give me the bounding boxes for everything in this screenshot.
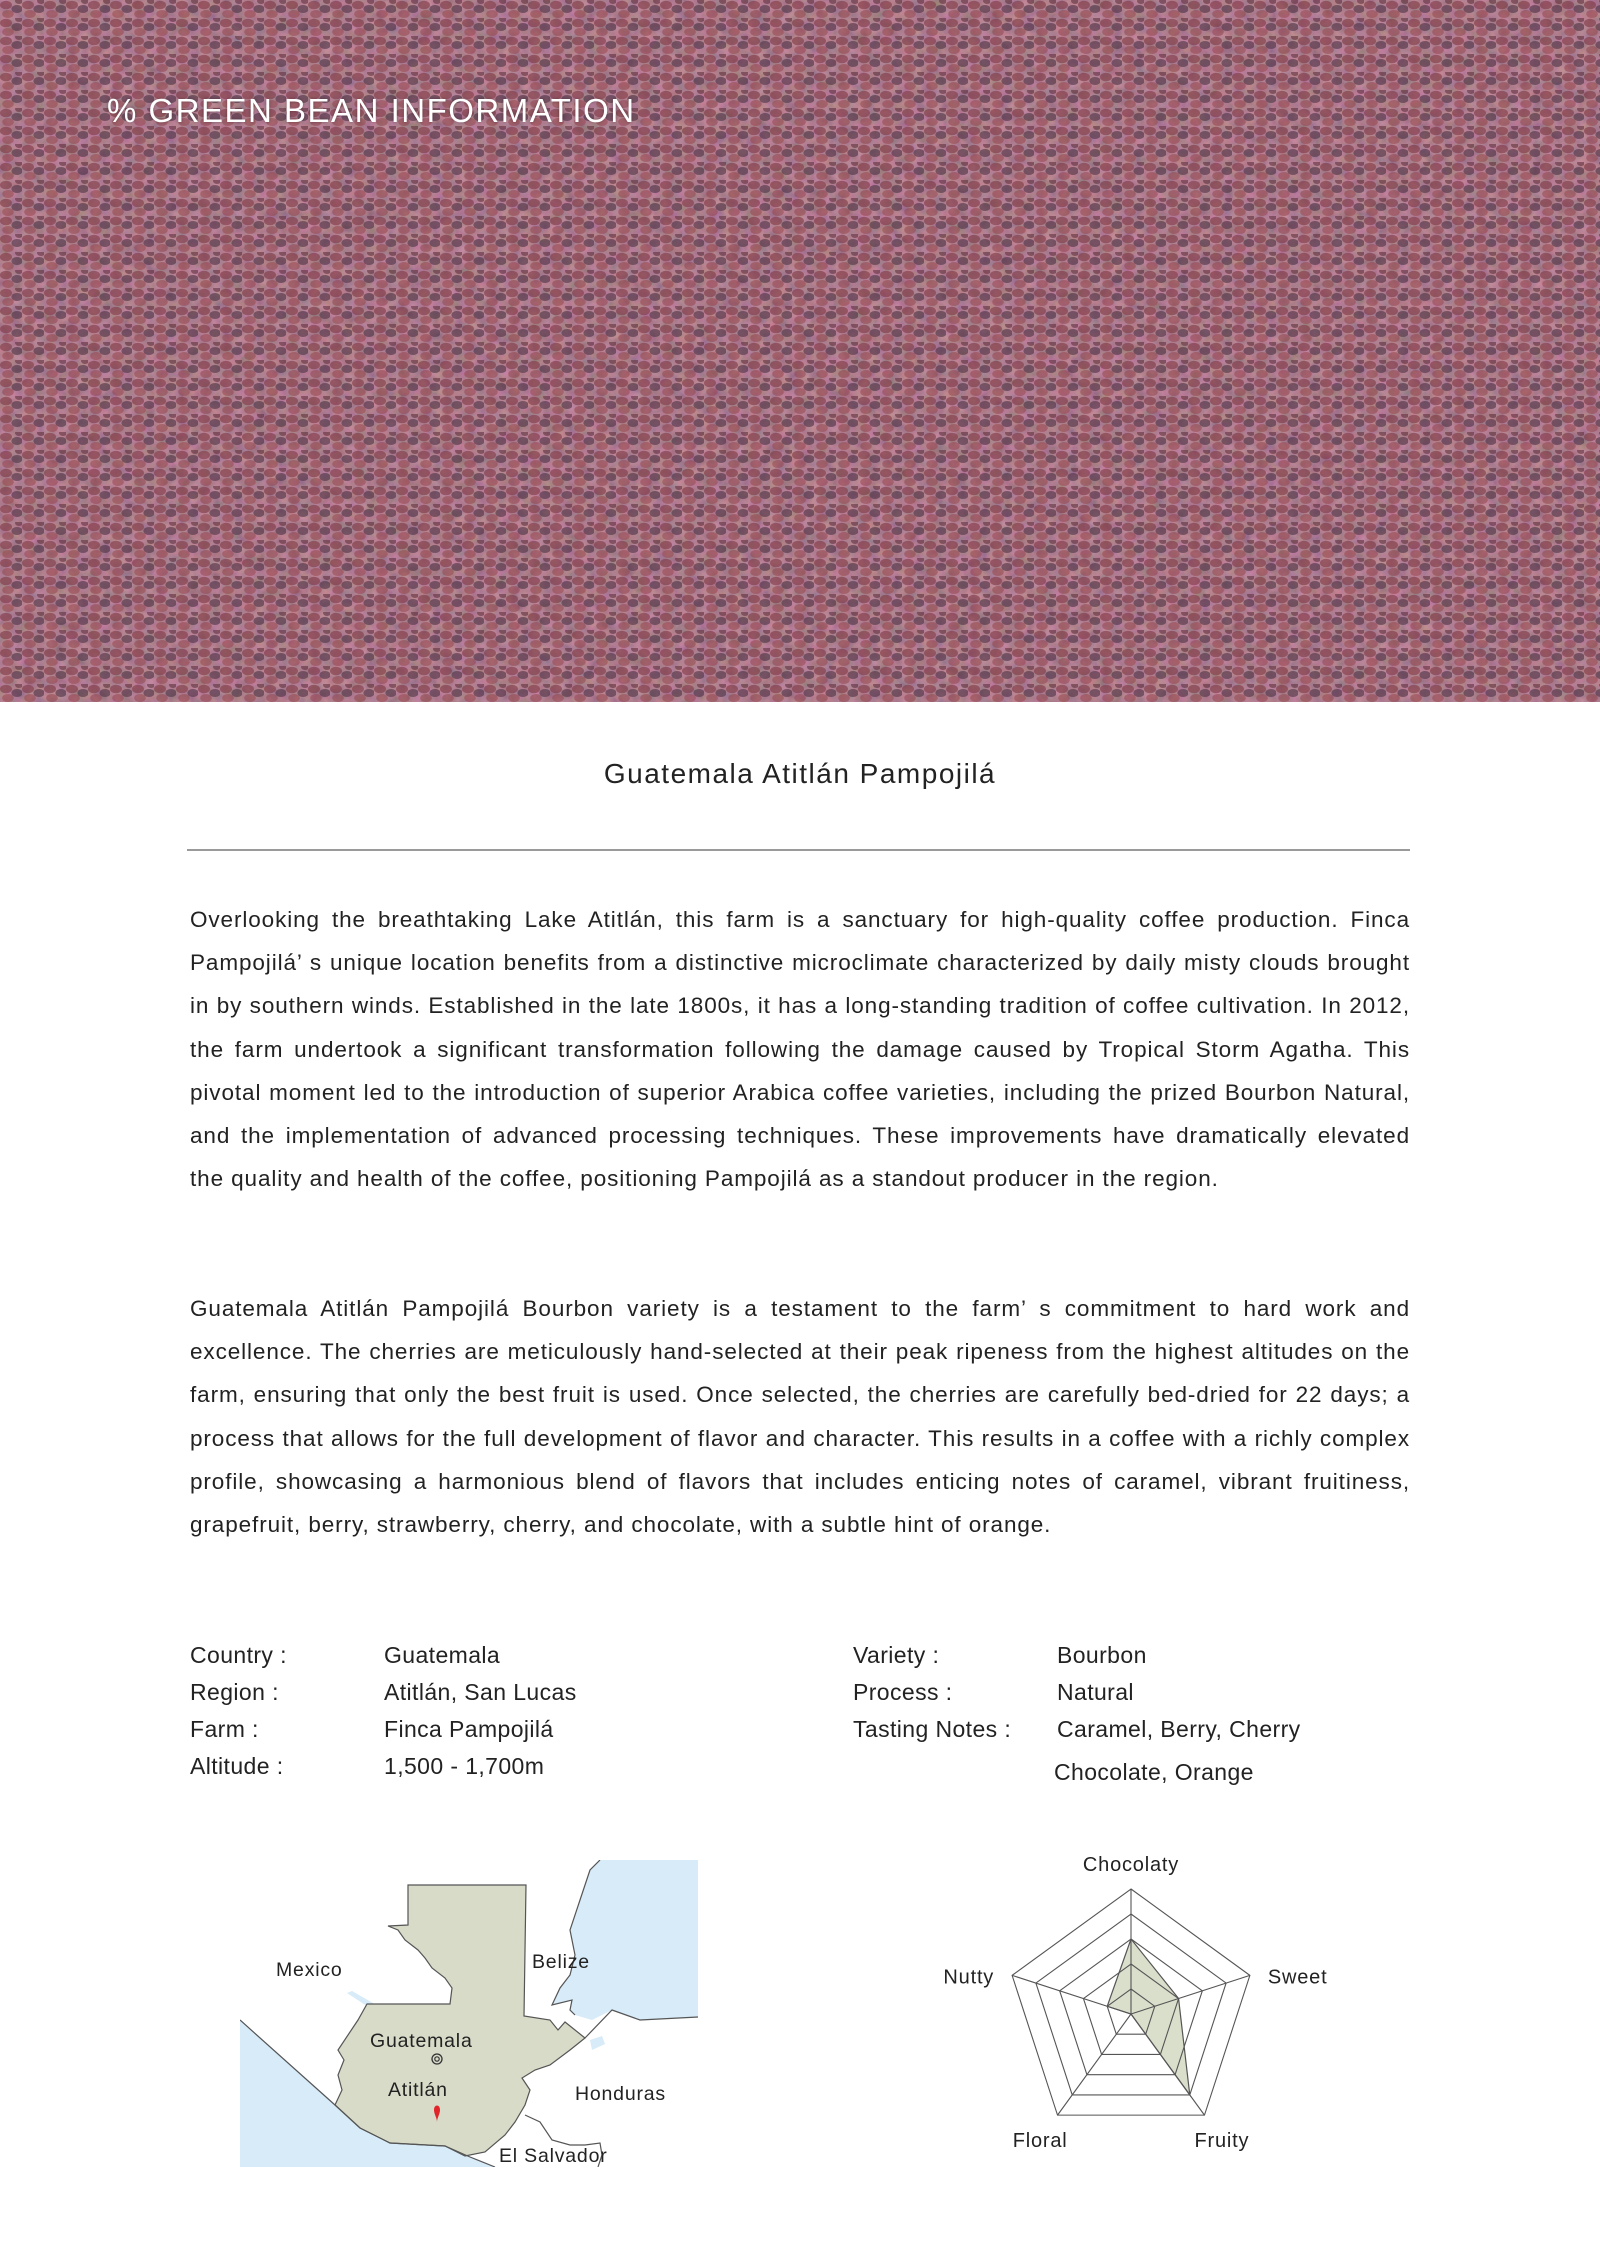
map-label-mexico: Mexico [276,1959,343,1981]
spec-label: Variety : [853,1642,940,1668]
map-label-honduras: Honduras [575,2083,666,2105]
spec-label: Country : [190,1642,287,1668]
map-label-belize: Belize [532,1951,590,1973]
title-divider [187,849,1410,851]
spec-value: Natural [1057,1679,1134,1705]
location-map [240,1860,698,2167]
map-label-atitlan: Atitlán [388,2079,448,2101]
description-paragraph: Guatemala Atitlán Pampojilá Bourbon variety is a testament to the farm’ s commitment to hard work and excellence. The cherries are meticulously hand-selected at their peak ripeness from the highest altitudes on the farm, ensuring that only the best fruit is used. Once selected, the cherries are carefully bed-dried for 22 days; a process that allows for the full development of flavor and character. This results in a coffee with a richly complex profile, showcasing a harmonious blend of flavors that includes enticing notes of caramel, vibrant fruitiness, grapefruit, berry, strawberry, cherry, and chocolate, with a subtle hint of orange. [190,1296,1410,1538]
radar-label-floral: Floral [1012,2130,1068,2153]
spec-value: Finca Pampojilá [384,1716,554,1742]
radar-label-chocolaty: Chocolaty [1082,1854,1180,1876]
spec-label: Farm : [190,1716,259,1742]
spec-label: Tasting Notes : [853,1716,1012,1742]
description-paragraph: Overlooking the breathtaking Lake Atitlán, this farm is a sanctuary for high-quality coffee production. Finca Pampojilá’ s unique location benefits from a distinctive microclimate characterized by daily misty clouds brought in by southern winds. Established in the late 1800s, it has a long-standing tradition of coffee cultivation. In 2012, the farm undertook a significant transformation following the damage caused by Tropical Storm Agatha. This pivotal moment led to the introduction of superior Arabica coffee varieties, including the prized Bourbon Natural, and the implementation of advanced processing techniques. These improvements have dramatically elevated the quality and health of the coffee, positioning Pampojilá as a standout producer in the region. [190,907,1410,1192]
radar-label-fruity: Fruity [1194,2130,1250,2153]
spec-value: Caramel, Berry, Cherry [1057,1716,1301,1742]
radar-label-nutty: Nutty [943,1966,995,1989]
spec-value: 1,500 - 1,700m [384,1753,545,1779]
hero-image [0,0,1600,702]
map-label-el-salvador: El Salvador [499,2145,608,2167]
spec-label: Process : [853,1679,953,1705]
spec-value: Guatemala [384,1642,501,1668]
spec-label: Region : [190,1679,279,1705]
spec-value: Atitlán, San Lucas [384,1679,577,1705]
spec-value: Bourbon [1057,1642,1147,1668]
product-title: Guatemala Atitlán Pampojilá [603,758,997,789]
radar-series-area [1107,1939,1190,2095]
map-label-guatemala: Guatemala [370,2030,473,2052]
spec-label: Altitude : [190,1753,284,1779]
radar-spoke [1058,2014,1131,2115]
radar-label-sweet: Sweet [1267,1966,1328,1989]
spec-value: Chocolate, Orange [1054,1759,1254,1785]
section-title: % GREEN BEAN INFORMATION [107,92,636,129]
radar-spokes [1012,1889,1250,2115]
flavor-radar-chart [910,1850,1350,2180]
